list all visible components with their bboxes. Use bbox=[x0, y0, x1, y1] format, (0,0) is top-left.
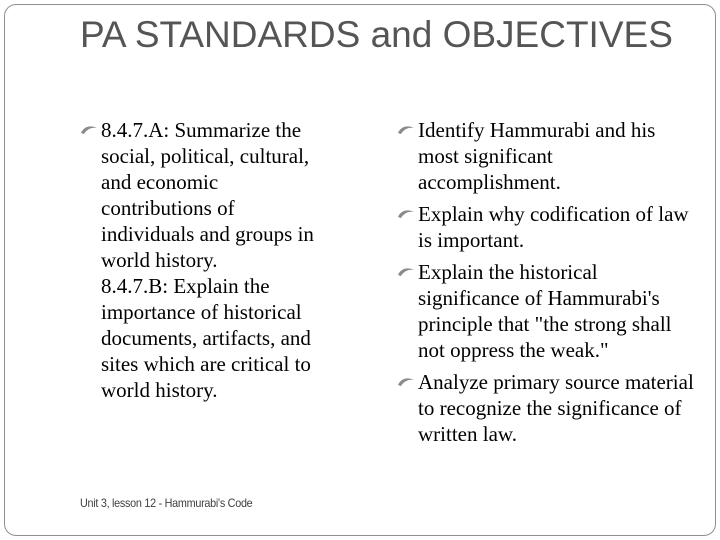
objective-bullet bbox=[395, 117, 700, 195]
standards-line: documents, artifacts, and bbox=[101, 326, 311, 350]
objective-text: Explain the historical significance of Hammurabi's principle that "the strong shall not oppress the weak." bbox=[418, 260, 672, 362]
standards-line: world history. bbox=[101, 378, 218, 402]
slide-footer: Unit 3, lesson 12 - Hammurabi's Code bbox=[80, 496, 253, 510]
standards-line: individuals and groups in bbox=[101, 222, 314, 246]
standards-line: social, political, cultural, bbox=[101, 144, 310, 168]
objective-text: Analyze primary source material to recognize the significance of written law. bbox=[418, 370, 694, 446]
standards-line: 8.4.7.A: Summarize the bbox=[101, 118, 302, 142]
right-column bbox=[395, 117, 700, 453]
standards-line: sites which are critical to bbox=[101, 352, 311, 376]
swirl-bullet-icon bbox=[395, 369, 418, 395]
standards-bullet bbox=[78, 117, 368, 403]
swirl-bullet-icon bbox=[395, 259, 418, 285]
slide-title: PA STANDARDS and OBJECTIVES bbox=[80, 14, 673, 55]
objective-bullet bbox=[395, 369, 700, 447]
left-column bbox=[78, 117, 368, 403]
standards-line: and economic bbox=[101, 170, 219, 194]
swirl-bullet-icon bbox=[395, 117, 418, 143]
swirl-bullet-icon bbox=[395, 201, 418, 227]
objective-bullet bbox=[395, 201, 700, 253]
objective-text: Explain why codification of law is important. bbox=[418, 202, 689, 252]
standards-line: world history. bbox=[101, 248, 218, 272]
standards-line: contributions of bbox=[101, 196, 235, 220]
standards-line: 8.4.7.B: Explain the bbox=[101, 274, 270, 298]
objective-text: Identify Hammurabi and his most significant accomplishment. bbox=[418, 118, 656, 194]
swirl-bullet-icon bbox=[78, 117, 101, 143]
standards-line: importance of historical bbox=[101, 300, 302, 324]
objective-bullet bbox=[395, 259, 700, 363]
